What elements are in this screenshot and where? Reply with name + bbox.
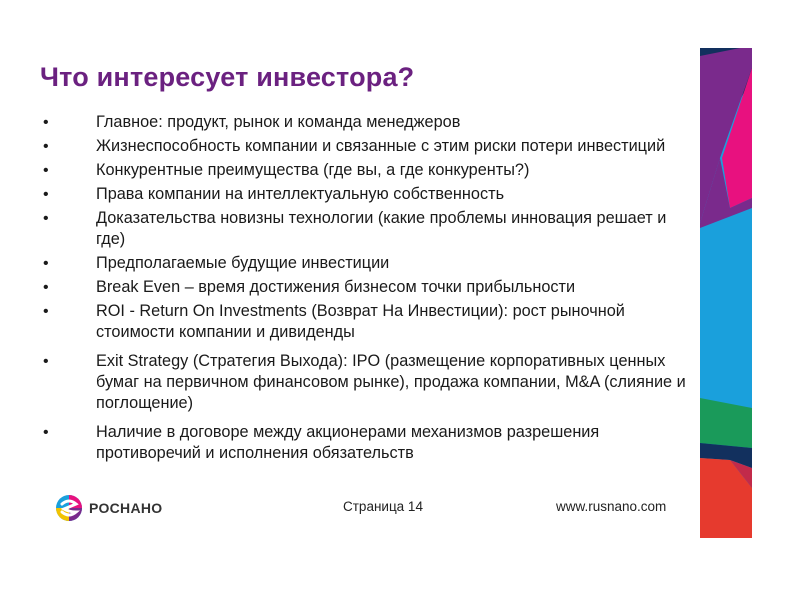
logo-text: РОСНАНО (89, 500, 163, 516)
bullet-text: Конкурентные преимущества (где вы, а где конкуренты?) (96, 161, 530, 179)
list-item (40, 301, 700, 343)
decorative-color-band (700, 48, 752, 538)
list-item (40, 351, 700, 414)
bullet-icon: • (43, 162, 49, 179)
list-item (40, 160, 700, 181)
bullet-text: Доказательства новизны технологии (какие проблемы инновация решает и где) (96, 209, 667, 248)
bullet-icon: • (43, 114, 49, 131)
rusnano-logo (55, 494, 162, 522)
bullet-icon: • (43, 255, 49, 272)
page-number: Страница 14 (343, 499, 423, 514)
bullet-text: Главное: продукт, рынок и команда менеджеров (96, 113, 461, 131)
bullet-icon: • (43, 424, 49, 441)
list-item (40, 208, 700, 250)
bullet-text: ROI - Return On Investments (Возврат На Инвестиции): рост рыночной стоимости компании и дивиденды (96, 302, 625, 341)
rusnano-logo-icon (55, 494, 83, 522)
list-item (40, 112, 700, 133)
bullet-text: Break Even – время достижения бизнесом точки прибыльности (96, 278, 576, 296)
bullet-icon: • (43, 303, 49, 320)
bullet-icon: • (43, 353, 49, 370)
list-item (40, 422, 700, 464)
bullet-text: Exit Strategy (Стратегия Выхода): IPO (размещение корпоративных ценных бумаг на первичном финансовом рынке), продажа компании, M&A (слияние и поглощение) (96, 352, 686, 412)
bullet-icon: • (43, 210, 49, 227)
list-item (40, 136, 700, 157)
list-item (40, 277, 700, 298)
slide-title: Что интересует инвестора? (40, 62, 415, 92)
bullet-text: Наличие в договоре между акционерами механизмов разрешения противоречий и исполнения обязательств (96, 423, 600, 462)
bullet-icon: • (43, 186, 49, 203)
bullet-icon: • (43, 279, 49, 296)
website-link[interactable]: www.rusnano.com (556, 499, 667, 514)
bullet-text: Жизнеспособность компании и связанные с этим риски потери инвестиций (96, 137, 666, 155)
bullet-text: Предполагаемые будущие инвестиции (96, 254, 390, 272)
bullet-icon: • (43, 138, 49, 155)
bullet-list (40, 112, 700, 467)
bullet-text: Права компании на интеллектуальную собственность (96, 185, 505, 203)
list-item (40, 253, 700, 274)
list-item (40, 184, 700, 205)
